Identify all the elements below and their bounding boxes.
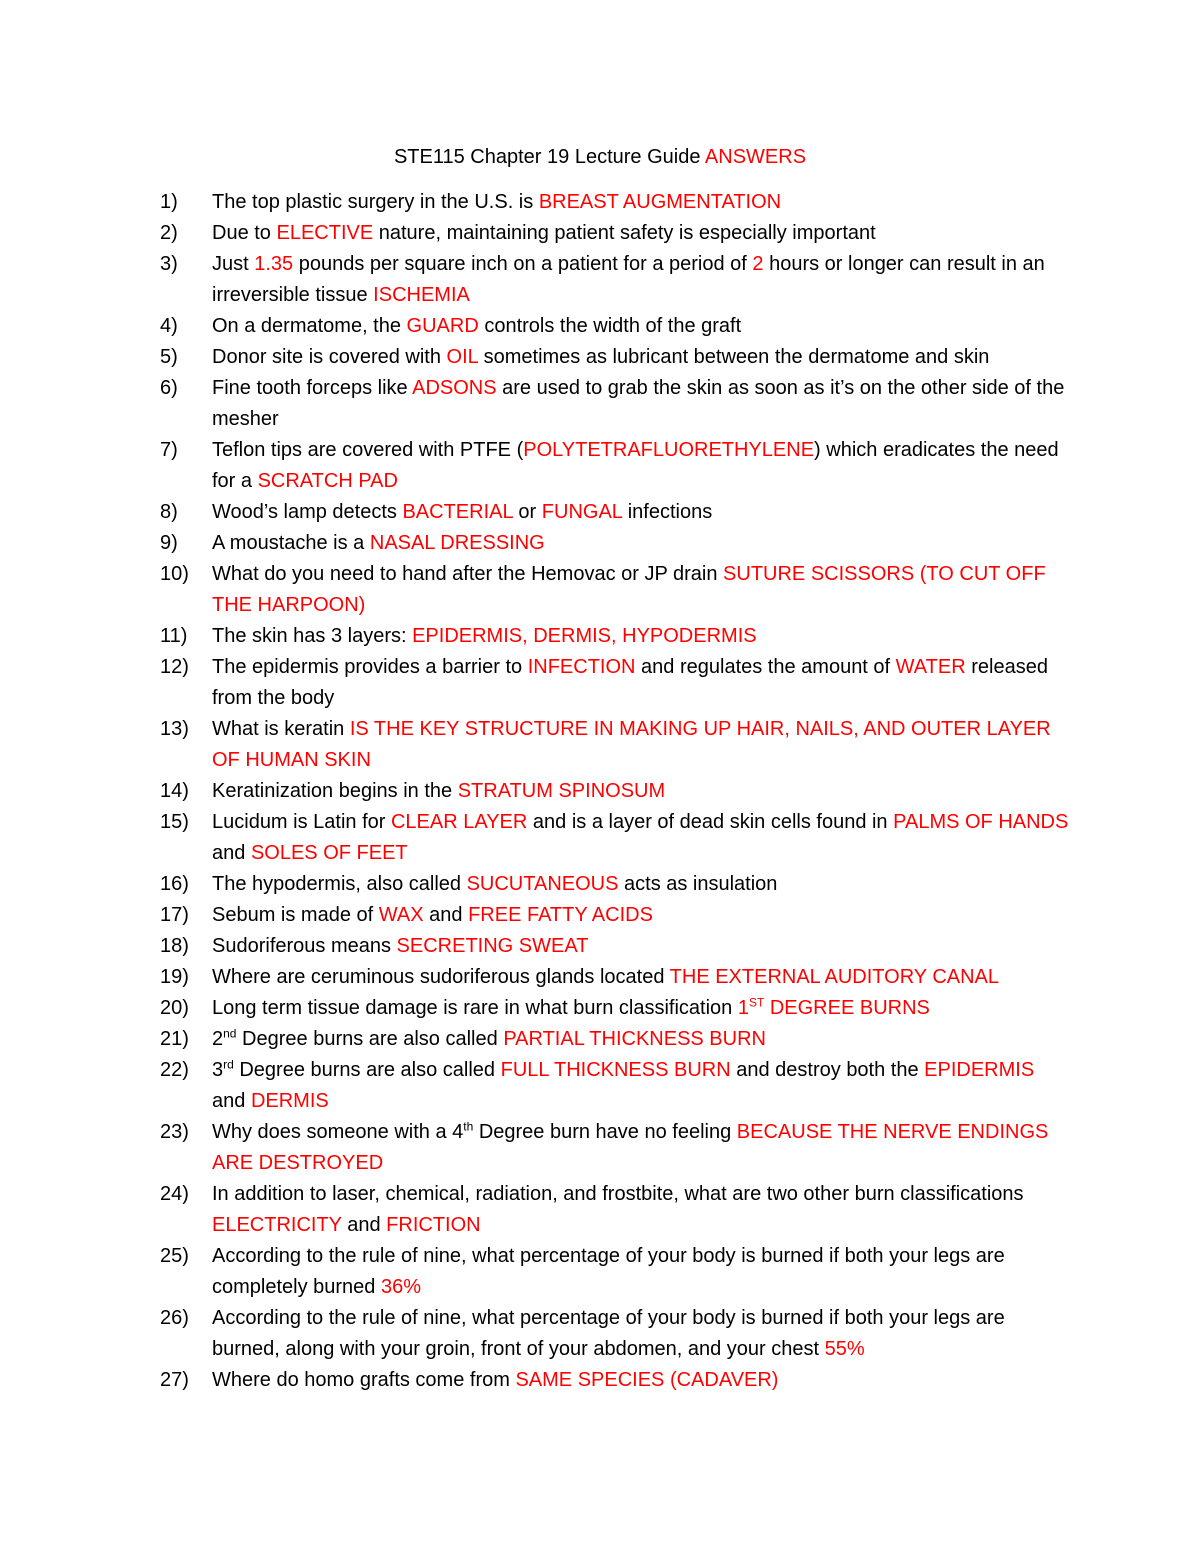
list-item xyxy=(0,807,1200,869)
answer-text: PARTIAL THICKNESS BURN xyxy=(503,1028,766,1050)
item-number: 2) xyxy=(160,222,178,244)
item-text xyxy=(212,1303,1072,1365)
question-text: Where are ceruminous sudoriferous glands located xyxy=(212,966,670,988)
question-text: Degree burn have no feeling xyxy=(473,1121,737,1143)
answer-text: BACTERIAL xyxy=(402,501,513,523)
item-number: 18) xyxy=(160,935,189,957)
question-text: Degree burns are also called xyxy=(236,1028,504,1050)
answer-text: FULL THICKNESS BURN xyxy=(500,1059,731,1081)
answer-text: BREAST AUGMENTATION xyxy=(538,191,782,213)
answer-text: 36% xyxy=(380,1276,422,1298)
item-text xyxy=(212,776,1072,807)
question-text: and xyxy=(341,1214,387,1236)
list-item xyxy=(0,993,1200,1024)
question-text: nd xyxy=(223,1026,237,1041)
list-item xyxy=(0,1024,1200,1055)
list-item xyxy=(0,621,1200,652)
answer-text: OIL xyxy=(446,346,479,368)
question-text: Wood’s lamp detects xyxy=(212,501,403,523)
question-text: The hypodermis, also called xyxy=(212,873,467,895)
answer-text: SUTURE SCISSORS (TO CUT OFF THE HARPOON) xyxy=(212,563,1046,616)
item-number: 22) xyxy=(160,1059,189,1081)
list-item xyxy=(0,559,1200,621)
question-text: The epidermis provides a barrier to xyxy=(212,656,528,678)
item-text xyxy=(212,435,1072,497)
item-text xyxy=(212,528,1072,559)
item-number: 27) xyxy=(160,1369,189,1391)
list-item xyxy=(0,187,1200,218)
item-number: 15) xyxy=(160,811,189,833)
question-text: Donor site is covered with xyxy=(212,346,447,368)
answer-text: WATER xyxy=(895,656,966,678)
answer-text: SECRETING SWEAT xyxy=(396,935,589,957)
item-number: 23) xyxy=(160,1121,189,1143)
answer-text: SOLES OF FEET xyxy=(250,842,408,864)
list-item xyxy=(0,528,1200,559)
list-item xyxy=(0,373,1200,435)
list-item xyxy=(0,900,1200,931)
item-number: 19) xyxy=(160,966,189,988)
item-text xyxy=(212,497,1072,528)
list-item xyxy=(0,776,1200,807)
question-text: and regulates the amount of xyxy=(635,656,896,678)
item-number: 26) xyxy=(160,1307,189,1329)
answer-text: ADSONS xyxy=(412,377,497,399)
question-text: infections xyxy=(622,501,713,523)
list-item xyxy=(0,1055,1200,1117)
list-item xyxy=(0,249,1200,311)
item-text xyxy=(212,993,1072,1024)
item-text xyxy=(212,1179,1072,1241)
answer-text: GUARD xyxy=(406,315,479,337)
item-number: 12) xyxy=(160,656,189,678)
item-text xyxy=(212,869,1072,900)
question-text: controls the width of the graft xyxy=(478,315,742,337)
question-text: Keratinization begins in the xyxy=(212,780,458,802)
answer-text: INFECTION xyxy=(527,656,636,678)
question-text: A moustache is a xyxy=(212,532,370,554)
question-text: According to the rule of nine, what percentage of your body is burned if both your legs are burned, along with your groin, front of your abdomen, and your chest xyxy=(212,1307,1005,1360)
item-text xyxy=(212,621,1072,652)
item-text xyxy=(212,342,1072,373)
item-number: 3) xyxy=(160,253,178,275)
item-text xyxy=(212,1365,1072,1396)
answer-text: THE EXTERNAL AUDITORY CANAL xyxy=(669,966,1000,988)
list-item xyxy=(0,1241,1200,1303)
item-number: 9) xyxy=(160,532,178,554)
list-item xyxy=(0,652,1200,714)
question-text: th xyxy=(463,1119,474,1134)
item-text xyxy=(212,807,1072,869)
answer-text: SAME SPECIES (CADAVER) xyxy=(515,1369,779,1391)
question-text: Long term tissue damage is rare in what burn classification xyxy=(212,997,738,1019)
question-text: Sudoriferous means xyxy=(212,935,397,957)
question-text: In addition to laser, chemical, radiation, and frostbite, what are two other burn classifications xyxy=(212,1183,1024,1205)
list-item xyxy=(0,497,1200,528)
answer-text: DERMIS xyxy=(250,1090,329,1112)
question-text: and destroy both the xyxy=(730,1059,925,1081)
item-text xyxy=(212,714,1072,776)
answer-text: FRICTION xyxy=(386,1214,481,1236)
item-text xyxy=(212,311,1072,342)
item-number: 10) xyxy=(160,563,189,585)
item-number: 16) xyxy=(160,873,189,895)
item-number: 21) xyxy=(160,1028,189,1050)
item-number: 13) xyxy=(160,718,189,740)
item-number: 11) xyxy=(160,625,188,647)
question-text: nature, maintaining patient safety is especially important xyxy=(373,222,876,244)
item-text xyxy=(212,1055,1072,1117)
question-text: and xyxy=(212,1090,251,1112)
list-item xyxy=(0,962,1200,993)
answer-text: STRATUM SPINOSUM xyxy=(457,780,666,802)
item-text xyxy=(212,249,1072,311)
question-text: and xyxy=(212,842,251,864)
question-text: Fine tooth forceps like xyxy=(212,377,413,399)
list-item xyxy=(0,1303,1200,1365)
question-text: acts as insulation xyxy=(618,873,778,895)
answer-text: FREE FATTY ACIDS xyxy=(468,904,653,926)
answer-text: PALMS OF HANDS xyxy=(893,811,1069,833)
question-text: sometimes as lubricant between the dermatome and skin xyxy=(478,346,990,368)
question-text: or xyxy=(512,501,542,523)
question-text: The skin has 3 layers: xyxy=(212,625,413,647)
title-answers: ANSWERS xyxy=(704,146,807,168)
answer-text: 1 xyxy=(737,997,749,1019)
item-number: 8) xyxy=(160,501,178,523)
item-number: 5) xyxy=(160,346,178,368)
question-text: Why does someone with a 4 xyxy=(212,1121,464,1143)
question-text: Where do homo grafts come from xyxy=(212,1369,516,1391)
answer-text: 2 xyxy=(752,253,764,275)
question-text: On a dermatome, the xyxy=(212,315,407,337)
list-item xyxy=(0,218,1200,249)
question-text: pounds per square inch on a patient for a period of xyxy=(293,253,753,275)
item-text xyxy=(212,187,1072,218)
item-text xyxy=(212,900,1072,931)
item-number: 24) xyxy=(160,1183,189,1205)
answer-text: 1.35 xyxy=(254,253,294,275)
item-number: 17) xyxy=(160,904,189,926)
title-text: STE115 Chapter 19 Lecture Guide xyxy=(393,146,701,168)
question-text: Sebum is made of xyxy=(212,904,379,926)
answer-text: IS THE KEY STRUCTURE IN MAKING UP HAIR, NAILS, AND OUTER LAYER OF HUMAN SKIN xyxy=(212,718,1051,771)
answer-text: SCRATCH PAD xyxy=(257,470,398,492)
item-text xyxy=(212,218,1072,249)
answer-text: POLYTETRAFLUORETHYLENE xyxy=(523,439,815,461)
question-text: Just xyxy=(212,253,255,275)
question-text: Lucidum is Latin for xyxy=(212,811,391,833)
list-item xyxy=(0,311,1200,342)
question-text: ) which eradicates the need for a xyxy=(212,439,1059,492)
answer-text: EPIDERMIS, DERMIS, HYPODERMIS xyxy=(412,625,757,647)
item-text xyxy=(212,652,1072,714)
question-text: and is a layer of dead skin cells found in xyxy=(527,811,894,833)
answer-text: ST xyxy=(748,995,765,1010)
question-text: Teflon tips are covered with PTFE ( xyxy=(212,439,524,461)
question-text: are used to grab the skin as soon as it’s on the other side of the mesher xyxy=(212,377,1065,430)
list-item xyxy=(0,342,1200,373)
question-text: Degree burns are also called xyxy=(233,1059,501,1081)
item-text xyxy=(212,1024,1072,1055)
item-number: 1) xyxy=(160,191,178,213)
question-text: hours or longer can result in an irreversible tissue xyxy=(212,253,1045,306)
item-number: 25) xyxy=(160,1245,189,1267)
list-item xyxy=(0,714,1200,776)
answer-text: CLEAR LAYER xyxy=(390,811,528,833)
item-text xyxy=(212,962,1072,993)
list-item xyxy=(0,869,1200,900)
answer-text: NASAL DRESSING xyxy=(369,532,545,554)
answer-text: ISCHEMIA xyxy=(373,284,470,306)
question-text: rd xyxy=(223,1057,234,1072)
question-text: and xyxy=(423,904,469,926)
item-text xyxy=(212,931,1072,962)
item-text xyxy=(212,373,1072,435)
item-text xyxy=(212,559,1072,621)
answer-text: BECAUSE THE NERVE ENDINGS ARE DESTROYED xyxy=(212,1121,1049,1174)
item-number: 4) xyxy=(160,315,178,337)
answer-text: ELECTIVE xyxy=(276,222,374,244)
question-text: According to the rule of nine, what percentage of your body is burned if both your legs are completely burned xyxy=(212,1245,1005,1298)
list-item xyxy=(0,931,1200,962)
answer-text: WAX xyxy=(378,904,424,926)
question-list xyxy=(0,187,1200,1396)
list-item xyxy=(0,1179,1200,1241)
item-text xyxy=(212,1117,1072,1179)
question-text: 2 xyxy=(212,1028,224,1050)
question-text: Due to xyxy=(212,222,277,244)
answer-text: EPIDERMIS xyxy=(924,1059,1035,1081)
answer-text: SUCUTANEOUS xyxy=(466,873,619,895)
answer-text: FUNGAL xyxy=(541,501,623,523)
list-item xyxy=(0,1117,1200,1179)
answer-text: 55% xyxy=(824,1338,865,1360)
answer-text: ELECTRICITY xyxy=(212,1214,342,1236)
page-title xyxy=(0,142,1200,173)
list-item xyxy=(0,435,1200,497)
question-text: The top plastic surgery in the U.S. is xyxy=(212,191,539,213)
question-text: 3 xyxy=(212,1059,224,1081)
question-text: released from the body xyxy=(212,656,1048,709)
item-number: 20) xyxy=(160,997,189,1019)
item-number: 7) xyxy=(160,439,178,461)
item-text xyxy=(212,1241,1072,1303)
question-text: What do you need to hand after the Hemovac or JP drain xyxy=(212,563,724,585)
list-item xyxy=(0,1365,1200,1396)
item-number: 6) xyxy=(160,377,178,399)
item-number: 14) xyxy=(160,780,189,802)
answer-text: DEGREE BURNS xyxy=(764,997,930,1019)
question-text: What is keratin xyxy=(212,718,350,740)
